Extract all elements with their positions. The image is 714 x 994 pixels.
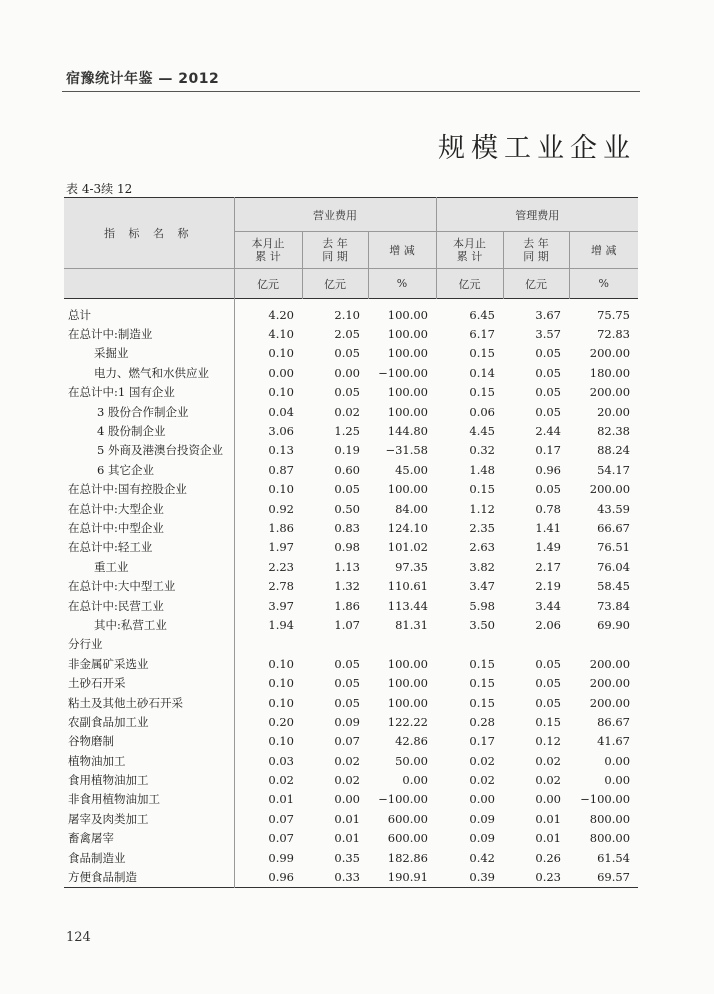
row-value: 0.10	[268, 695, 294, 710]
row-label: 非金属矿采选业	[64, 654, 234, 673]
row-value: 800.00	[589, 831, 631, 846]
row-value: 0.02	[334, 773, 360, 788]
row-value: 0.05	[334, 695, 360, 710]
row-value: 0.39	[469, 870, 495, 885]
row-value: 41.67	[597, 734, 631, 749]
row-label: 采掘业	[64, 344, 234, 363]
row-value: 0.10	[268, 385, 294, 400]
table-row	[64, 402, 638, 421]
row-label: 总计	[64, 299, 234, 325]
row-value: 0.00	[334, 365, 360, 380]
row-value: 0.07	[334, 734, 360, 749]
table-body	[64, 299, 638, 888]
row-value: 76.51	[597, 540, 631, 555]
row-value: 0.15	[469, 695, 495, 710]
row-value: 800.00	[589, 811, 631, 826]
row-value: 2.05	[334, 327, 360, 342]
row-value: 0.10	[268, 482, 294, 497]
row-value: 73.84	[597, 598, 631, 613]
row-value: 1.49	[535, 540, 561, 555]
table-row	[64, 615, 638, 634]
row-value: 0.15	[469, 346, 495, 361]
table-row	[64, 538, 638, 557]
row-value: 124.10	[387, 520, 428, 535]
table-row	[64, 770, 638, 789]
group-header-selling-expenses: 营业费用	[234, 198, 436, 232]
row-label: 植物油加工	[64, 751, 234, 770]
unit-header: 亿元	[503, 269, 569, 299]
row-label: 在总计中:大型企业	[64, 499, 234, 518]
col-header-change-2: 增 减	[569, 232, 638, 269]
statistics-table-container	[64, 197, 638, 888]
statistics-table	[64, 197, 638, 888]
row-value: 86.67	[597, 714, 631, 729]
row-value: 200.00	[589, 346, 631, 361]
row-value: 0.28	[469, 714, 495, 729]
row-value: 2.23	[268, 559, 294, 574]
row-value: 2.44	[535, 424, 561, 439]
row-value	[368, 635, 436, 654]
row-value: 0.01	[535, 811, 561, 826]
table-row	[64, 867, 638, 887]
table-row	[64, 673, 638, 692]
row-value: 0.87	[268, 462, 294, 477]
unit-header: %	[368, 269, 436, 299]
row-value: 0.06	[469, 404, 495, 419]
row-value: 200.00	[589, 676, 631, 691]
unit-header: 亿元	[234, 269, 302, 299]
row-value: 2.63	[469, 540, 495, 555]
row-value: 0.96	[535, 462, 561, 477]
row-label: 4 股份制企业	[64, 421, 234, 440]
row-value: 0.00	[268, 365, 294, 380]
row-value: 0.01	[334, 831, 360, 846]
row-value: 0.17	[535, 443, 561, 458]
row-value: 61.54	[597, 850, 631, 865]
row-label: 3 股份合作制企业	[64, 402, 234, 421]
row-value: 2.35	[469, 520, 495, 535]
row-value: 0.50	[334, 501, 360, 516]
row-label: 在总计中:大中型工业	[64, 576, 234, 595]
row-value: 1.32	[334, 579, 360, 594]
row-value: 0.23	[535, 870, 561, 885]
row-value: 4.45	[469, 424, 495, 439]
row-value: 0.19	[334, 443, 360, 458]
col-header-previous-year: 去 年 同 期	[302, 232, 368, 269]
row-label: 农副食品加工业	[64, 712, 234, 731]
table-row	[64, 421, 638, 440]
table-row	[64, 480, 638, 499]
row-label: 谷物磨制	[64, 732, 234, 751]
row-value: 66.67	[597, 520, 631, 535]
row-value: 4.10	[268, 327, 294, 342]
row-value: 0.26	[535, 850, 561, 865]
row-value: 43.59	[597, 501, 631, 516]
row-value: 113.44	[387, 598, 428, 613]
indicator-header: 指 标 名 称	[64, 198, 234, 269]
row-value: 0.02	[334, 753, 360, 768]
row-value: 50.00	[395, 753, 428, 768]
row-value: 0.07	[268, 831, 294, 846]
row-value: 2.10	[334, 307, 360, 322]
header-rule	[62, 91, 640, 92]
row-value: 100.00	[387, 404, 428, 419]
row-value: 0.07	[268, 811, 294, 826]
row-value: 0.05	[334, 385, 360, 400]
row-value	[436, 635, 503, 654]
row-label: 在总计中:制造业	[64, 324, 234, 343]
row-value: 100.00	[387, 482, 428, 497]
row-value	[569, 635, 638, 654]
table-row	[64, 499, 638, 518]
row-value: −100.00	[378, 792, 428, 807]
row-value: 0.15	[469, 385, 495, 400]
row-value: 82.38	[597, 424, 631, 439]
row-value: 75.75	[597, 307, 631, 322]
row-value: 600.00	[387, 811, 428, 826]
row-value: 0.05	[334, 346, 360, 361]
row-value: 97.35	[395, 559, 428, 574]
row-value: 100.00	[387, 327, 428, 342]
table-row	[64, 299, 638, 325]
row-label: 6 其它企业	[64, 460, 234, 479]
section-title: 规模工业企业	[438, 133, 636, 164]
row-value: 0.83	[334, 520, 360, 535]
row-label: 食用植物油加工	[64, 770, 234, 789]
row-value: 69.90	[597, 617, 631, 632]
row-value: −100.00	[378, 365, 428, 380]
row-value: 100.00	[387, 695, 428, 710]
row-value: 0.13	[268, 443, 294, 458]
row-value: 72.83	[597, 327, 631, 342]
row-value: 1.86	[334, 598, 360, 613]
row-value: 1.48	[469, 462, 495, 477]
row-value: 0.05	[535, 346, 561, 361]
row-value: 0.01	[268, 792, 294, 807]
row-value: 100.00	[387, 385, 428, 400]
row-value: 1.94	[268, 617, 294, 632]
row-value: 3.06	[268, 424, 294, 439]
row-value: 110.61	[387, 579, 428, 594]
row-value: 0.02	[469, 773, 495, 788]
table-row	[64, 848, 638, 867]
row-label: 在总计中:中型企业	[64, 518, 234, 537]
row-value: 0.00	[604, 773, 631, 788]
row-label: 在总计中:国有控股企业	[64, 480, 234, 499]
row-value: 0.02	[268, 773, 294, 788]
row-value: 0.03	[268, 753, 294, 768]
row-value: 0.04	[268, 404, 294, 419]
row-label: 屠宰及肉类加工	[64, 809, 234, 828]
row-value	[302, 635, 368, 654]
row-value: 0.98	[334, 540, 360, 555]
row-value: 54.17	[597, 462, 631, 477]
row-value: 0.05	[535, 676, 561, 691]
row-value: −31.58	[385, 443, 428, 458]
yearbook-header-title: 宿豫统计年鉴 — 2012	[66, 71, 220, 87]
row-value: 0.00	[535, 792, 561, 807]
row-value: 180.00	[589, 365, 631, 380]
row-value	[234, 635, 302, 654]
table-row	[64, 441, 638, 460]
row-value: 0.10	[268, 346, 294, 361]
row-value: 0.12	[535, 734, 561, 749]
unit-header-blank	[64, 269, 234, 299]
row-value: 0.33	[334, 870, 360, 885]
row-value: 144.80	[387, 424, 428, 439]
row-value: 0.35	[334, 850, 360, 865]
row-value: 0.02	[334, 404, 360, 419]
row-label: 5 外商及港澳台投资企业	[64, 441, 234, 460]
row-value: 1.86	[268, 520, 294, 535]
row-value: 101.02	[387, 540, 428, 555]
table-row	[64, 829, 638, 848]
row-value: 100.00	[387, 656, 428, 671]
row-value: 2.78	[268, 579, 294, 594]
row-value: 3.50	[469, 617, 495, 632]
table-row	[64, 693, 638, 712]
row-label: 土砂石开采	[64, 673, 234, 692]
row-value: 0.78	[535, 501, 561, 516]
row-value: 0.92	[268, 501, 294, 516]
row-value: 0.09	[334, 714, 360, 729]
row-label: 畜禽屠宰	[64, 829, 234, 848]
row-value: 200.00	[589, 695, 631, 710]
row-value: 20.00	[597, 404, 631, 419]
row-label: 电力、燃气和水供应业	[64, 363, 234, 382]
table-row	[64, 557, 638, 576]
row-value: 0.05	[535, 404, 561, 419]
row-label: 在总计中:轻工业	[64, 538, 234, 557]
row-value: 1.12	[469, 501, 495, 516]
col-header-cumulative: 本月止 累 计	[234, 232, 302, 269]
col-header-change: 增 减	[368, 232, 436, 269]
row-value: 0.15	[535, 714, 561, 729]
row-value	[503, 635, 569, 654]
unit-header: 亿元	[302, 269, 368, 299]
table-row	[64, 635, 638, 654]
row-label: 重工业	[64, 557, 234, 576]
row-value: 0.15	[469, 676, 495, 691]
table-row	[64, 732, 638, 751]
row-value: 0.10	[268, 734, 294, 749]
row-value: 0.20	[268, 714, 294, 729]
col-header-cumulative-2: 本月止 累 计	[436, 232, 503, 269]
row-value: 0.05	[334, 676, 360, 691]
row-value: 0.05	[535, 385, 561, 400]
table-row	[64, 790, 638, 809]
row-value: 1.25	[334, 424, 360, 439]
row-value: 1.41	[535, 520, 561, 535]
table-row	[64, 460, 638, 479]
row-value: 0.01	[334, 811, 360, 826]
row-label: 食品制造业	[64, 848, 234, 867]
row-value: 76.04	[597, 559, 631, 574]
unit-header: %	[569, 269, 638, 299]
row-value: 2.06	[535, 617, 561, 632]
row-value: 0.02	[469, 753, 495, 768]
row-value: 182.86	[387, 850, 428, 865]
row-value: 0.09	[469, 811, 495, 826]
row-value: 6.17	[469, 327, 495, 342]
row-value: 2.17	[535, 559, 561, 574]
row-value: 6.45	[469, 307, 495, 322]
row-value: 84.00	[395, 501, 428, 516]
table-row	[64, 344, 638, 363]
row-value: 200.00	[589, 385, 631, 400]
row-label: 方便食品制造	[64, 867, 234, 887]
row-value: 0.96	[268, 870, 294, 885]
row-value: 3.97	[268, 598, 294, 613]
row-value: 100.00	[387, 346, 428, 361]
table-row	[64, 751, 638, 770]
row-value: 0.42	[469, 850, 495, 865]
row-value: 190.91	[387, 870, 428, 885]
row-value: 0.00	[469, 792, 495, 807]
row-value: 88.24	[597, 443, 631, 458]
row-value: 0.05	[535, 656, 561, 671]
table-row	[64, 576, 638, 595]
row-value: 0.60	[334, 462, 360, 477]
row-value: 0.05	[535, 695, 561, 710]
row-value: 5.98	[469, 598, 495, 613]
row-value: 69.57	[597, 870, 631, 885]
row-value: −100.00	[580, 792, 631, 807]
table-label: 表 4-3续 12	[66, 182, 133, 196]
table-row	[64, 712, 638, 731]
table-row	[64, 383, 638, 402]
row-value: 0.02	[535, 773, 561, 788]
table-row	[64, 654, 638, 673]
row-value: 0.05	[535, 482, 561, 497]
col-header-previous-year-2: 去 年 同 期	[503, 232, 569, 269]
row-value: 1.07	[334, 617, 360, 632]
row-value: 1.13	[334, 559, 360, 574]
table-row	[64, 324, 638, 343]
page-number: 124	[66, 930, 91, 945]
row-value: 0.00	[604, 753, 631, 768]
row-value: 100.00	[387, 676, 428, 691]
table-row	[64, 363, 638, 382]
row-label: 非食用植物油加工	[64, 790, 234, 809]
table-row	[64, 518, 638, 537]
row-value: 0.02	[535, 753, 561, 768]
row-value: 2.19	[535, 579, 561, 594]
row-value: 4.20	[268, 307, 294, 322]
row-value: 200.00	[589, 482, 631, 497]
row-label: 粘土及其他土砂石开采	[64, 693, 234, 712]
row-value: 0.01	[535, 831, 561, 846]
row-value: 58.45	[597, 579, 631, 594]
row-value: 3.47	[469, 579, 495, 594]
table-row	[64, 809, 638, 828]
row-value: 0.05	[334, 482, 360, 497]
row-value: 200.00	[589, 656, 631, 671]
row-value: 100.00	[387, 307, 428, 322]
row-value: 1.97	[268, 540, 294, 555]
row-value: 122.22	[387, 714, 428, 729]
row-value: 0.99	[268, 850, 294, 865]
row-value: 0.00	[334, 792, 360, 807]
row-value: 3.44	[535, 598, 561, 613]
row-value: 45.00	[395, 462, 428, 477]
row-value: 0.15	[469, 656, 495, 671]
row-value: 0.05	[334, 656, 360, 671]
row-label: 在总计中:1 国有企业	[64, 383, 234, 402]
row-value: 0.10	[268, 676, 294, 691]
row-value: 0.00	[402, 773, 428, 788]
row-value: 0.14	[469, 365, 495, 380]
row-value: 3.67	[535, 307, 561, 322]
group-header-admin-expenses: 管理费用	[436, 198, 638, 232]
row-value: 0.17	[469, 734, 495, 749]
row-value: 81.31	[395, 617, 428, 632]
row-label: 其中:私营工业	[64, 615, 234, 634]
row-value: 3.82	[469, 559, 495, 574]
row-label: 在总计中:民营工业	[64, 596, 234, 615]
row-value: 0.10	[268, 656, 294, 671]
row-value: 42.86	[395, 734, 428, 749]
row-value: 3.57	[535, 327, 561, 342]
table-row	[64, 596, 638, 615]
row-label: 分行业	[64, 635, 234, 654]
row-value: 0.32	[469, 443, 495, 458]
row-value: 0.05	[535, 365, 561, 380]
row-value: 600.00	[387, 831, 428, 846]
unit-header: 亿元	[436, 269, 503, 299]
row-value: 0.09	[469, 831, 495, 846]
row-value: 0.15	[469, 482, 495, 497]
